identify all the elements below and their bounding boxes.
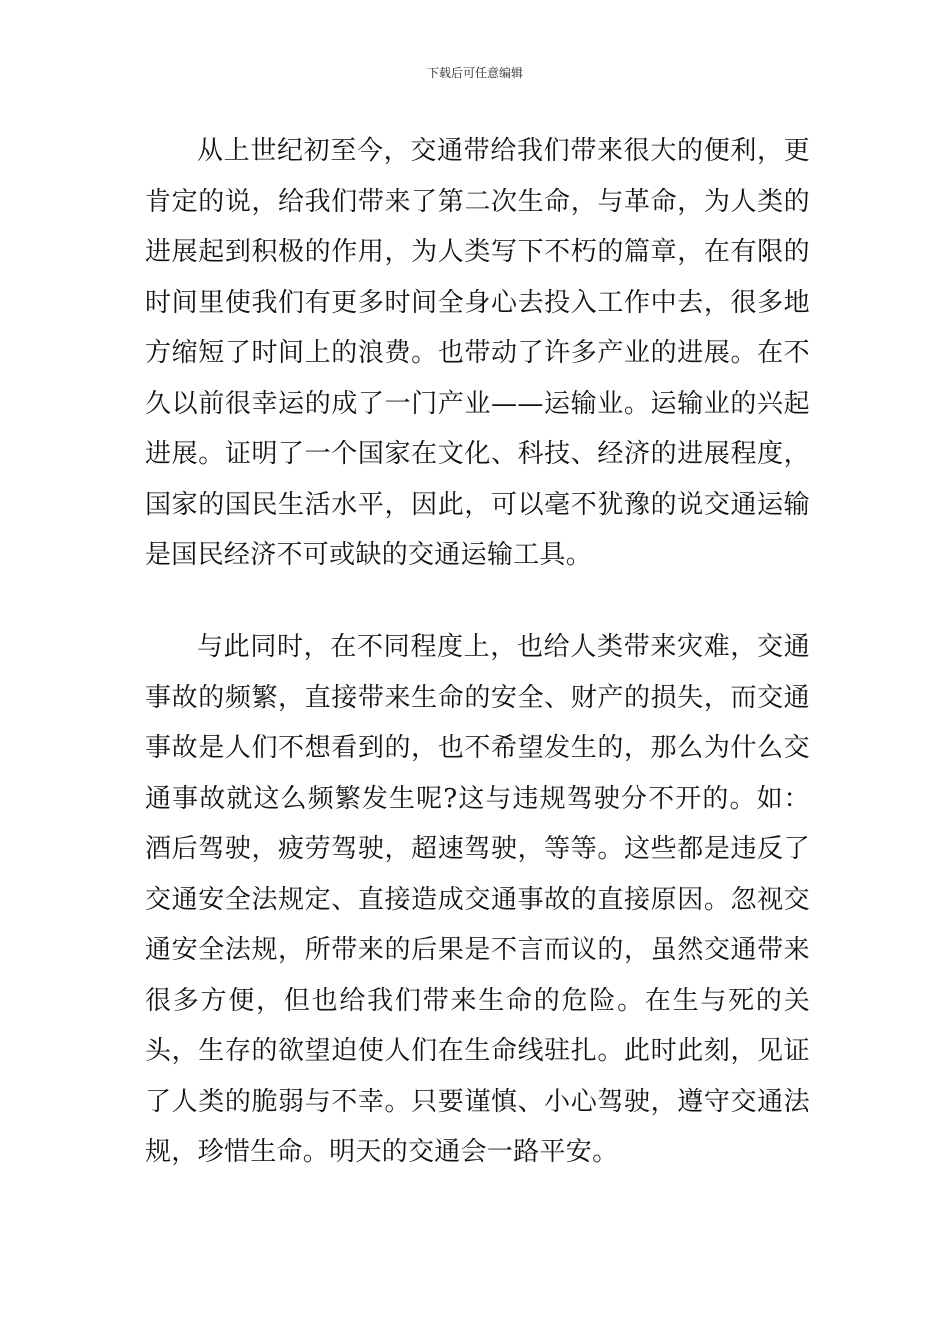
header-note: 下载后可任意编辑 bbox=[426, 66, 523, 80]
paragraph-2: 与此同时，在不同程度上，也给人类带来灾难，交通事故的频繁，直接带来生命的安全、财产的损失，而交通事故是人们不想看到的，也不希望发生的，那么为什么交通事故就这么频繁发生呢?这与违规驾驶分不开的。如：酒后驾驶，疲劳驾驶，超速驾驶，等等。这些都是违反了交通安全法规定、直接造成交通事故的直接原因。忽视交通安全法规，所带来的后果是不言而议的，虽然交通带来很多方便，但也给我们带来生命的危险。在生与死的关头，生存的欲望迫使人们在生命线驻扎。此时此刻，见证了人类的脆弱与不幸。只要谨慎、小心驾驶，遵守交通法规，珍惜生命。明天的交通会一路平安。 bbox=[145, 632, 810, 1167]
paragraph-1: 从上世纪初至今，交通带给我们带来很大的便利，更肯定的说，给我们带来了第二次生命，与革命，为人类的进展起到积极的作用，为人类写下不朽的篇章，在有限的时间里使我们有更多时间全身心去投入工作中去，很多地方缩短了时间上的浪费。也带动了许多产业的进展。在不久以前很幸运的成了一门产业——运输业。运输业的兴起进展。证明了一个国家在文化、科技、经济的进展程度，国家的国民生活水平，因此，可以毫不犹豫的说交通运输是国民经济不可或缺的交通运输工具。 bbox=[145, 136, 810, 570]
